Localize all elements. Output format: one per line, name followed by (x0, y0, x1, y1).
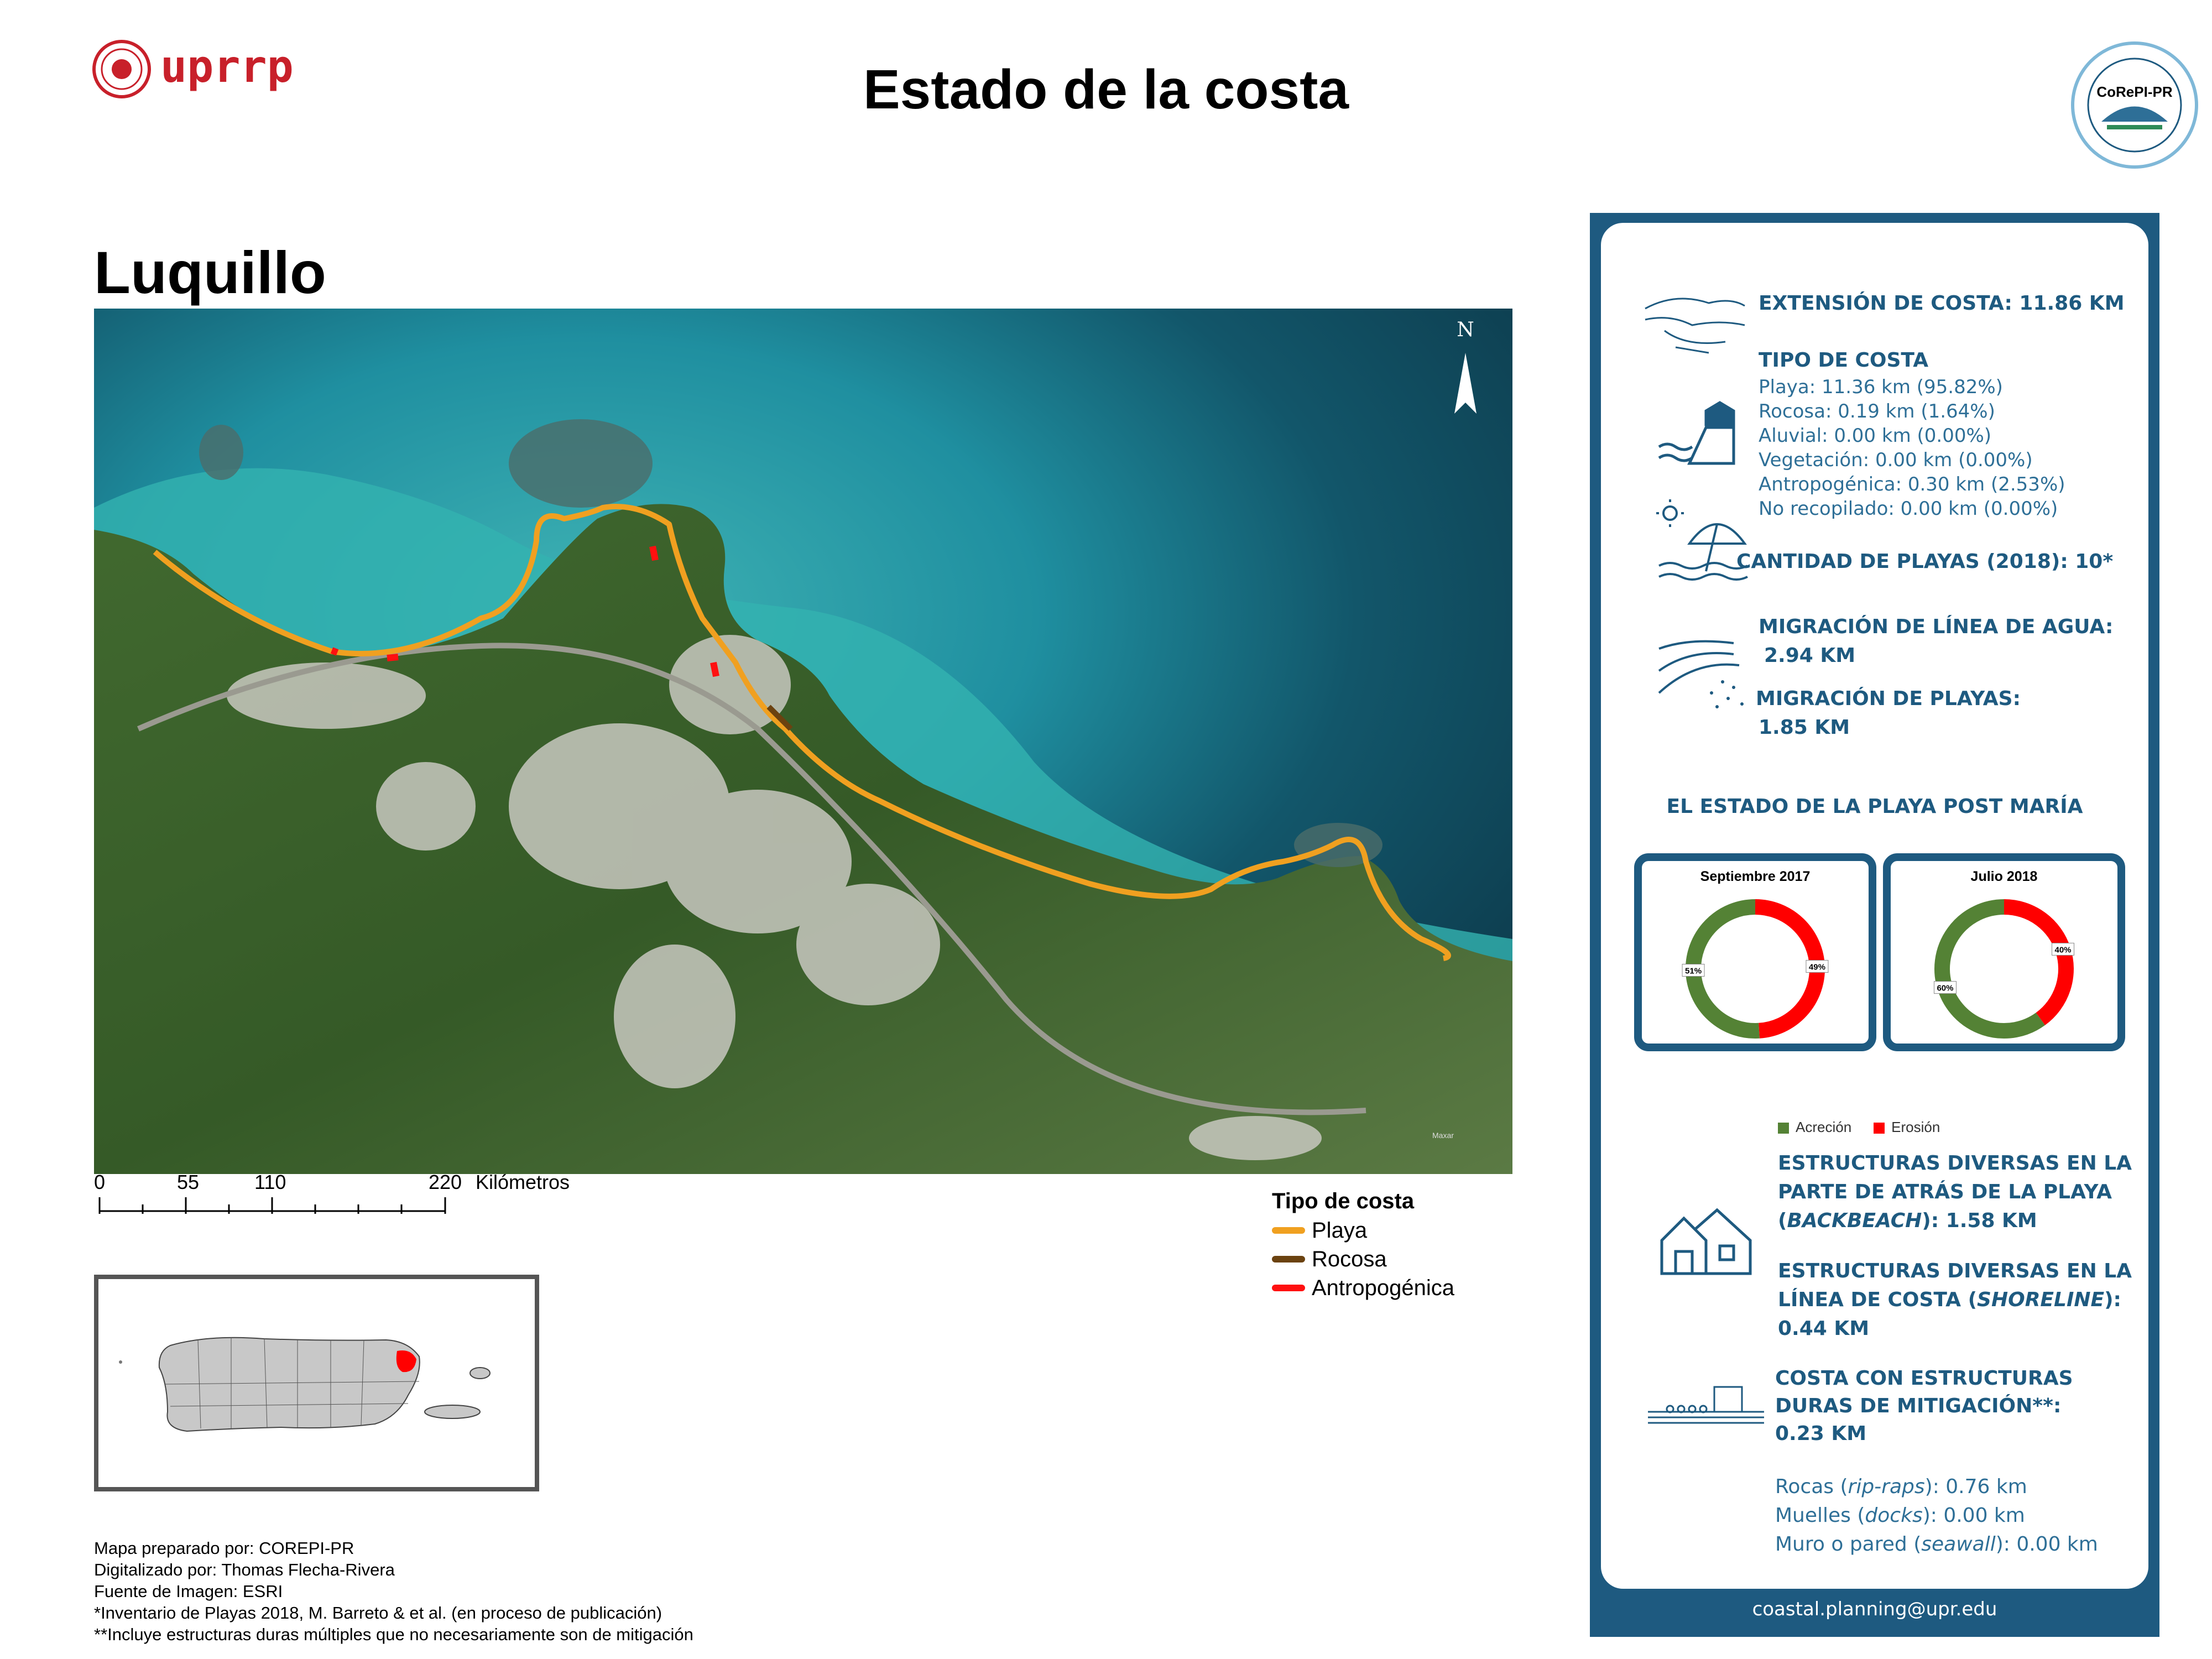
cantidad-playas: CANTIDAD DE PLAYAS (2018): 10* (1736, 550, 2114, 573)
donut-card-julio-2018 (1883, 853, 2125, 1051)
water-line-icon (1656, 632, 1750, 718)
donut-title: Julio 2018 (1970, 869, 2038, 884)
corepi-logo (2068, 39, 2212, 182)
seawall-icon (1648, 1384, 1764, 1431)
credit-line: Mapa preparado por: COREPI-PR (94, 1538, 354, 1558)
donut-legend-item-acrecion (1778, 1119, 1851, 1136)
migracion-playas-value: 1.85 KM (1759, 716, 1850, 739)
legend-item-antropogenica (1272, 1274, 1548, 1302)
migracion-agua-value: 2.94 KM (1764, 644, 1856, 667)
scale-bar (94, 1167, 592, 1228)
shoreline-structures (1778, 1257, 2132, 1343)
legend-item-playa (1272, 1216, 1548, 1245)
donut-data-label (1934, 982, 1956, 994)
contact-email[interactable]: coastal.planning@upr.edu (1752, 1598, 1997, 1620)
north-label: N (1457, 319, 1474, 341)
donut-legend-item-erosion (1874, 1119, 1940, 1136)
donut-chart-septiembre-2017 (1642, 861, 1869, 1044)
scale-tick-220: 220 (429, 1171, 462, 1193)
mitigation-breakdown (1775, 1473, 2098, 1559)
tipo-costa-item: Rocosa: 0.19 km (1.64%) (1759, 400, 1995, 422)
tipo-costa-title: TIPO DE COSTA (1759, 349, 1929, 372)
legend-swatch-erosion (1874, 1123, 1885, 1134)
muro-item: Muro o pared (seawall): 0.00 km (1775, 1533, 2098, 1556)
legend-title: Tipo de costa (1272, 1189, 1415, 1213)
shoreline-line: LÍNEA DE COSTA (SHORELINE): (1778, 1288, 2121, 1311)
legend-item-rocosa (1272, 1245, 1548, 1274)
svg-text:49%: 49% (1808, 962, 1825, 972)
tipo-costa-item: Playa: 11.36 km (95.82%) (1759, 376, 2003, 398)
credit-line: Fuente de Imagen: ESRI (94, 1582, 283, 1601)
legend-label: Antropogénica (1312, 1275, 1454, 1300)
scale-tick-0: 0 (94, 1171, 106, 1193)
legend-swatch-antropogenica (1272, 1285, 1305, 1291)
backbeach-line: ESTRUCTURAS DIVERSAS EN LA (1778, 1152, 2132, 1175)
coast-extension: EXTENSIÓN DE COSTA: 11.86 KM (1759, 292, 2125, 315)
donut-legend (1778, 1119, 1940, 1136)
muelles-item: Muelles (docks): 0.00 km (1775, 1504, 2025, 1527)
estado-playa-title: EL ESTADO DE LA PLAYA POST MARÍA (1666, 795, 2083, 818)
mitigation-line: DURAS DE MITIGACIÓN**: (1775, 1395, 2062, 1417)
tipo-costa-list (1759, 375, 2065, 521)
info-panel (1590, 213, 2159, 1637)
house-on-waves-icon (1656, 400, 1739, 474)
inset-map-puerto-rico (94, 1275, 539, 1491)
mitigation-line: COSTA CON ESTRUCTURAS (1775, 1367, 2073, 1390)
credit-line: *Inventario de Playas 2018, M. Barreto & et al. (en proceso de publicación) (94, 1603, 662, 1623)
backbeach-line: PARTE DE ATRÁS DE LA PLAYA (1778, 1181, 2112, 1203)
donut-card-septiembre-2017 (1634, 853, 1876, 1051)
donut-slice-erosin (2004, 907, 2066, 1019)
donut-data-label (1682, 964, 1704, 977)
svg-text:40%: 40% (2054, 945, 2072, 955)
scale-tick-110: 110 (254, 1171, 286, 1193)
map-title: Luquillo (94, 239, 326, 306)
map-credits (94, 1537, 693, 1645)
tipo-costa-item: Vegetación: 0.00 km (0.00%) (1759, 449, 2033, 471)
donut-slice-acrecin (1942, 907, 2041, 1031)
scale-tick-55: 55 (177, 1171, 200, 1193)
mitigation-value: 0.23 KM (1775, 1422, 1867, 1445)
tipo-costa-item: Aluvial: 0.00 km (0.00%) (1759, 425, 1992, 447)
corepi-logo-text: CoRePI-PR (2096, 84, 2173, 100)
houses-icon (1656, 1207, 1756, 1282)
legend-swatch-rocosa (1272, 1256, 1305, 1262)
uprrp-logo-text: uprrp (160, 41, 294, 92)
backbeach-structures (1778, 1149, 2132, 1235)
donut-chart-julio-2018 (1891, 861, 2117, 1044)
mitigation-structures (1775, 1365, 2073, 1448)
map-legend (1272, 1189, 1548, 1302)
tipo-costa-item: No recopilado: 0.00 km (0.00%) (1759, 498, 2058, 520)
svg-text:51%: 51% (1685, 966, 1702, 976)
legend-label: Playa (1312, 1218, 1368, 1243)
legend-label: Rocosa (1312, 1246, 1387, 1271)
legend-swatch-acrecion (1778, 1123, 1789, 1134)
credit-line: **Incluye estructuras duras múltiples que no necesariamente son de mitigación (94, 1625, 693, 1644)
shoreline-line: ESTRUCTURAS DIVERSAS EN LA (1778, 1260, 2132, 1282)
migracion-agua-label: MIGRACIÓN DE LÍNEA DE AGUA: (1759, 615, 2114, 638)
scale-unit: Kilómetros (476, 1171, 570, 1193)
migracion-playas-label: MIGRACIÓN DE PLAYAS: (1756, 687, 2021, 710)
page-title: Estado de la costa (863, 59, 1349, 121)
donut-data-label (2052, 943, 2074, 955)
coastline-landscape-icon (1642, 286, 1747, 361)
legend-swatch-playa (1272, 1227, 1305, 1234)
legend-label: Acreción (1796, 1119, 1852, 1135)
info-panel-card (1601, 223, 2148, 1589)
donut-data-label (1806, 960, 1828, 972)
map-watermark: Maxar (1432, 1131, 1454, 1140)
tipo-costa-item: Antropogénica: 0.30 km (2.53%) (1759, 473, 2065, 495)
shoreline-value: 0.44 KM (1778, 1317, 1870, 1340)
backbeach-value: (BACKBEACH): 1.58 KM (1778, 1209, 2037, 1232)
donut-title: Septiembre 2017 (1700, 869, 1811, 884)
legend-label: Erosión (1891, 1119, 1940, 1135)
svg-text:60%: 60% (1937, 983, 1954, 993)
satellite-map[interactable] (94, 309, 1512, 1174)
credit-line: Digitalizado por: Thomas Flecha-Rivera (94, 1560, 395, 1579)
rocas-item: Rocas (rip-raps): 0.76 km (1775, 1475, 2027, 1498)
